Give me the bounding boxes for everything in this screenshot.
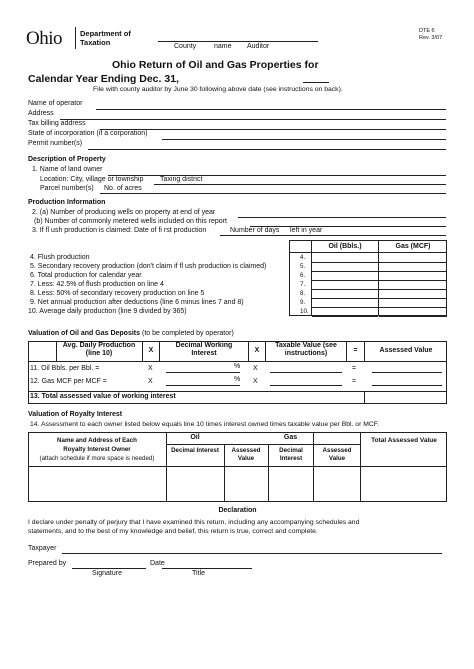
row11-x1: X — [148, 365, 153, 372]
production-line-4-gas-field[interactable] — [379, 262, 447, 263]
declaration-text2: statements, and to the best of my knowledge and belief, this return is true, correct and complete. — [28, 528, 318, 535]
production-line-5-gas-field[interactable] — [379, 271, 447, 272]
production-line-7-number: 7. — [300, 281, 306, 288]
royalty-col-name3: (attach schedule if more space is needed) — [39, 455, 155, 462]
row11-pct: % — [234, 363, 241, 370]
address-field[interactable] — [60, 119, 446, 120]
land-owner-field[interactable] — [108, 175, 446, 176]
declaration-text1: I declare under penalty of perjury that I have examined this return, including any accompanying schedules and — [28, 519, 360, 526]
dept-line1: Department of — [80, 29, 131, 38]
title-line2: Calendar Year Ending Dec. 31, — [28, 73, 179, 85]
royalty-col-gas: Gas — [283, 434, 298, 441]
production-line-4-label: 4. Flush production — [30, 254, 90, 261]
row11-taxable-field[interactable] — [270, 372, 342, 373]
production-line-10-oil-field[interactable] — [312, 316, 378, 317]
item14-label: 14. Assessment to each owner listed below equals line 10 times interest owned times taxable value per Bbl. or MCF. — [30, 421, 380, 428]
royalty-col-oil: Oil — [190, 434, 200, 441]
wells-end-year-field[interactable] — [238, 217, 446, 218]
auditor-label: Auditor — [247, 43, 270, 50]
production-line-10-label: 10. Average daily production (line 9 divided by 365) — [28, 308, 187, 315]
col-assessed: Assessed Value — [379, 347, 433, 354]
ohio-logo — [26, 28, 62, 50]
row12-decimal-field[interactable] — [166, 385, 240, 386]
row12-x2: X — [253, 378, 258, 385]
row12-assessed-field[interactable] — [372, 385, 442, 386]
col-x-1: X — [148, 347, 154, 354]
col-oil-bbls: Oil (Bbls.) — [328, 243, 362, 250]
production-line-9-gas-field[interactable] — [379, 307, 447, 308]
wells-end-year-label: 2. (a) Number of producing wells on property at end of year — [32, 209, 216, 216]
production-line-9-label: 9. Net annual production after deductions (line 6 minus lines 7 and 8) — [30, 299, 244, 306]
royalty-col-name1: Name and Address of Each — [57, 437, 137, 444]
royalty-col-gas-decimal: Decimal Interest — [279, 447, 303, 462]
row11-label: 11. Oil Bbls. per Bbl. = — [30, 365, 100, 372]
valuation-heading-wrap — [28, 330, 234, 337]
col-decimal-working: Decimal Working Interest — [175, 342, 233, 357]
royalty-col-name2: Royalty Interest Owner — [63, 446, 131, 453]
production-line-5-label: 5. Secondary recovery production (don't claim if fl ush production is claimed) — [30, 263, 267, 270]
col-avg-daily: Avg. Daily Production (line 10) — [62, 342, 136, 357]
name-label: name — [214, 43, 232, 50]
county-field[interactable] — [158, 41, 318, 42]
prepared-by-label: Prepared by — [28, 560, 67, 567]
land-owner-label: 1. Name of land owner — [32, 166, 103, 173]
title-line1: Ohio Return of Oil and Gas Properties for — [112, 59, 319, 71]
parcel-label: Parcel number(s) — [40, 185, 94, 192]
row12-x1: X — [148, 378, 153, 385]
county-label: County — [174, 43, 197, 50]
form-id: DTE 6 — [419, 28, 435, 34]
first-production-field[interactable] — [220, 235, 446, 236]
production-line-10-gas-field[interactable] — [379, 316, 447, 317]
parcel-field[interactable] — [100, 193, 446, 194]
production-line-4-number: 4. — [300, 254, 306, 261]
ohio-logo-text: Ohio — [26, 28, 62, 49]
row13-label: 13. Total assessed value of working interest — [30, 393, 176, 400]
production-line-6-label: 6. Total production for calendar year — [30, 272, 142, 279]
production-line-5-oil-field[interactable] — [312, 271, 378, 272]
production-line-6-oil-field[interactable] — [312, 280, 378, 281]
royalty-col-oil-assessed: Assessed Value — [231, 447, 261, 462]
year-field[interactable] — [303, 82, 329, 83]
col-x-2: X — [254, 347, 260, 354]
logo-divider — [75, 27, 76, 49]
col-gas-mcf: Gas (MCF) — [395, 243, 431, 250]
first-production-label: 3. If fl ush production is claimed: Date of fi rst production — [32, 227, 207, 234]
production-line-5-number: 5. — [300, 263, 306, 270]
production-line-8-label: 8. Less: 50% of secondary recovery production on line 5 — [30, 290, 205, 297]
tax-billing-field[interactable] — [100, 129, 446, 130]
operator-name-label: Name of operator — [28, 100, 83, 107]
left-in-year-label: left in year — [290, 227, 323, 234]
production-line-8-oil-field[interactable] — [312, 298, 378, 299]
dept-line2: Taxation — [80, 38, 111, 47]
signature-label: Signature — [92, 570, 122, 577]
production-line-8-number: 8. — [300, 290, 306, 297]
production-line-8-gas-field[interactable] — [379, 298, 447, 299]
acres-label: No. of acres — [104, 185, 142, 192]
col-equals: = — [353, 347, 358, 354]
royalty-col-total: Total Assessed Value — [371, 437, 437, 444]
declaration-heading: Declaration — [218, 507, 257, 514]
production-line-10-number: 10. — [300, 308, 309, 315]
production-line-6-number: 6. — [300, 272, 306, 279]
title-label: Title — [192, 570, 205, 577]
date-label: Date — [150, 560, 165, 567]
address-label: Address — [28, 110, 54, 117]
valuation-heading-note: (to be completed by operator) — [141, 330, 234, 337]
row11-assessed-field[interactable] — [372, 372, 442, 373]
title-instructions: File with county auditor by June 30 following above date (see instructions on back). — [93, 86, 343, 93]
permits-label: Permit number(s) — [28, 140, 83, 147]
production-line-7-oil-field[interactable] — [312, 289, 378, 290]
property-heading: Description of Property — [28, 156, 106, 163]
operator-name-field[interactable] — [96, 109, 446, 110]
metered-wells-label: (b) Number of commonly metered wells included on this report — [34, 218, 227, 225]
production-line-9-number: 9. — [300, 299, 306, 306]
days-label: Number of days — [230, 227, 280, 234]
permits-field[interactable] — [88, 149, 446, 150]
production-line-7-gas-field[interactable] — [379, 289, 447, 290]
signature-field[interactable] — [72, 568, 146, 569]
tax-billing-label: Tax billing address — [28, 120, 86, 127]
row11-eq: = — [352, 365, 357, 372]
row11-decimal-field[interactable] — [166, 372, 240, 373]
location-label: Location: City, village or township — [40, 176, 144, 183]
production-line-9-oil-field[interactable] — [312, 307, 378, 308]
row12-eq: = — [352, 378, 357, 385]
valuation-heading: Valuation of Oil and Gas Deposits — [28, 330, 141, 337]
production-line-6-gas-field[interactable] — [379, 280, 447, 281]
production-line-7-label: 7. Less: 42.5% of flush production on line 4 — [30, 281, 164, 288]
row12-taxable-field[interactable] — [270, 385, 342, 386]
taxpayer-field[interactable] — [62, 553, 442, 554]
taxing-district-label: Taxing district — [160, 176, 203, 183]
date-field[interactable] — [162, 568, 252, 569]
row12-label: 12. Gas MCF per MCF = — [30, 378, 107, 385]
state-field[interactable] — [162, 139, 446, 140]
taxpayer-label: Taxpayer — [28, 545, 57, 552]
form-rev: Rev. 3/07 — [419, 35, 443, 41]
production-line-4-oil-field[interactable] — [312, 262, 378, 263]
royalty-col-oil-decimal: Decimal Interest — [171, 447, 219, 454]
col-taxable-value: Taxable Value (see instructions) — [275, 342, 337, 357]
state-label: State of incorporation (if a corporation) — [28, 130, 148, 137]
royalty-heading: Valuation of Royalty Interest — [28, 411, 123, 418]
production-heading: Production Information — [28, 199, 106, 206]
row12-pct: % — [234, 376, 241, 383]
location-field[interactable] — [154, 184, 446, 185]
royalty-col-gas-assessed: Assessed Value — [322, 447, 352, 462]
row11-x2: X — [253, 365, 258, 372]
